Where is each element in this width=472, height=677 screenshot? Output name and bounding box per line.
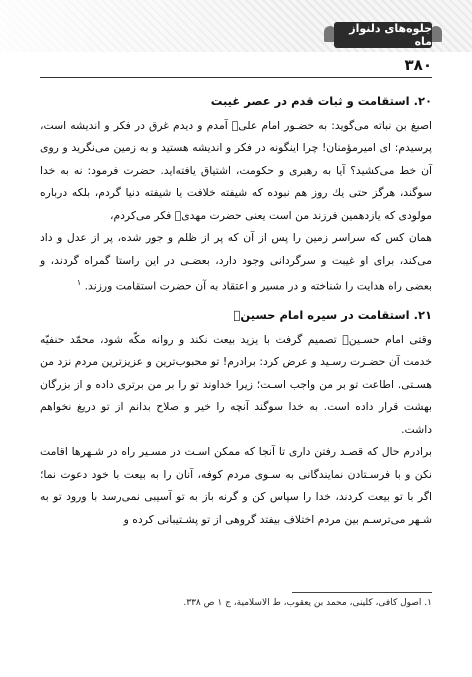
paragraph: وقتی امام حسـین﷣ تصمیم گرفت با یزید بیعت نکند و روانه مکّه شود، محمّد حنفیّه خدمت آن حضـرت رسـید و عرض کرد: برادرم! تو محبوب‌ترین و عزیزترین مردم نزد من هسـتی. اطاعت تو بر من واجب اسـت؛ زیرا خداوند تو را بر من برتری داده و از بزرگان بهشت قرار داده است. به خدا سوگند آنچه را خیر و صلاح بدانم از تو دریغ نخواهم داشت. <box>40 332 432 436</box>
paragraph: اصبغ بن نباته می‌گوید: به حضـور امام علی﷣ آمدم و دیدم غرق در فکر و اندیشه است، پرسیدم: ای امیرمؤمنان! چرا اینگونه در فکر و اندیشه هستید و به زمین می‌نگرید و روی آن خط می‌کشید؟ آیا به رهبری و حکومت، اشتیاق یافته‌اید. حضرت فرمود: نه به خدا سوگند، هرگز حتی یك روز هم نبوده که شیفته خلافت یا شیفته دنیا گردم، بلکه درباره مولودی که یازدهمین فرزند من است یعنی حضرت مهدی﷣ فکر می‌کردم، <box>40 118 432 222</box>
paragraph-text: همان کس که سراسر زمین را پس از آن که پر از ظلم و جور شده، پر از عدل و داد می‌کند، برای او غیبت و سرگردانی وجود دارد، بعضـی در این راستا گمراه گردند، و بعضی راه هدایت را شناخته و در مسیر و اعتقاد به آن حضرت استقامت ورزند. <box>40 231 432 293</box>
running-header <box>334 22 432 48</box>
page-body <box>40 86 432 531</box>
header-band-fade <box>0 0 300 52</box>
paragraph: برادرم حال که قصـد رفتن داری تا آنجا که ممکن اسـت در مسـیر راه در شـهرها اقامت نکن و با فرسـتادن نمایندگانی به سـوی مردم کوفه، آنان را به بیعت با خود دعوت نما؛ اگر با تو بیعت کردند، خدا را سپاس کن و گرنه باز به تو آسیبی نمی‌رسد با ورود تو به شـهر می‌ترسـم بین مردم اختلاف بیفتد گروهی از تو پشـتیبانی کرده و <box>40 445 432 526</box>
section-heading: ۲۰. استقامت و ثبات قدم در عصر غیبت <box>210 94 432 108</box>
paragraph <box>40 227 432 298</box>
footnote-marker[interactable]: ۱ <box>76 278 82 287</box>
book-title: جلوه‌های دلنواز ماه <box>349 22 432 48</box>
page-number: ۳۸۰ <box>404 56 432 74</box>
footnote: ۱. اصول کافی، کلینی، محمد بن یعقوب، ط الاسلامیة، ج ۱ ص ۳۳۸. <box>183 598 432 608</box>
header-rule <box>40 77 432 78</box>
section-heading: ۲۱. استقامت در سیره امام حسین﷣ <box>233 308 432 323</box>
footnote-rule <box>292 592 432 593</box>
